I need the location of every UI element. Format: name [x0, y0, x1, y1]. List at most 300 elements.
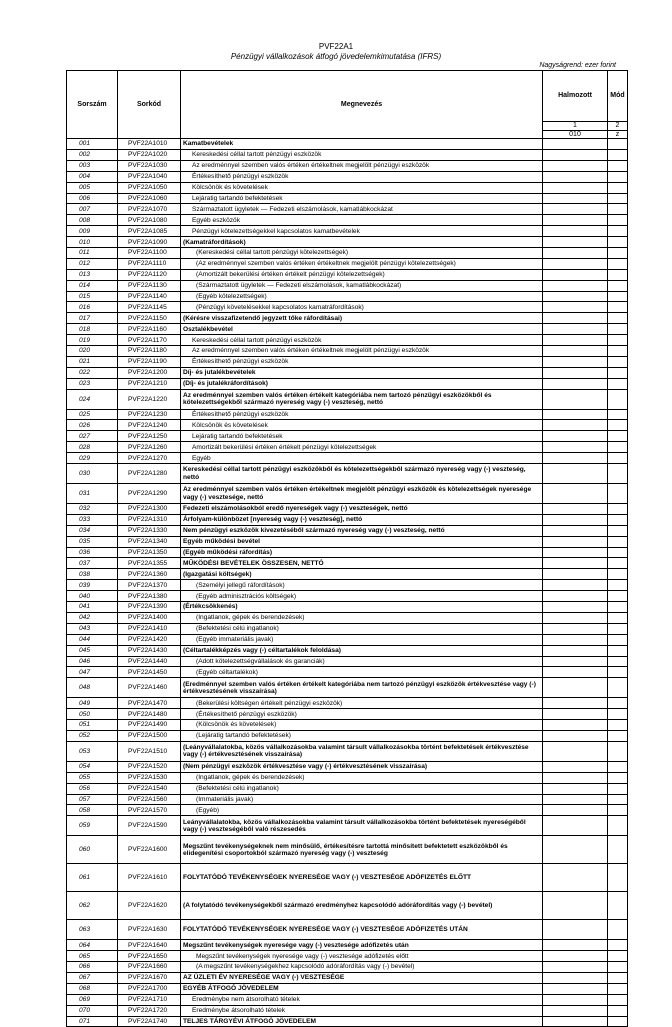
row-label: FOLYTATÓDÓ TEVÉKENYSÉGEK NYERESÉGE VAGY (-) VESZTESÉGE ADÓFIZETÉS UTÁN [181, 920, 543, 940]
mod-value-cell[interactable] [608, 678, 628, 698]
row-code: PVF22A1640 [118, 940, 181, 951]
row-number: 051 [67, 720, 118, 731]
table-row [67, 280, 628, 291]
row-code: PVF22A1220 [118, 389, 181, 409]
table-row [67, 409, 628, 420]
table-row [67, 920, 628, 940]
table-row [67, 591, 628, 602]
mod-value-cell[interactable] [608, 805, 628, 816]
halmozott-value-cell[interactable] [543, 645, 608, 656]
row-number: 009 [67, 226, 118, 237]
row-code: PVF22A1310 [118, 514, 181, 525]
row-label: Kölcsönök és követelések [181, 182, 543, 193]
halmozott-value-cell[interactable] [543, 346, 608, 357]
row-code: PVF22A1510 [118, 741, 181, 761]
row-code: PVF22A1650 [118, 951, 181, 962]
halmozott-value-cell[interactable] [543, 836, 608, 864]
row-number: 060 [67, 836, 118, 864]
halmozott-value-cell[interactable] [543, 730, 608, 741]
row-label: (A megszűnt tevékenységekhez kapcsolódó adóráfordítás vagy (-) bevétel) [181, 962, 543, 973]
row-number: 049 [67, 698, 118, 709]
mod-value-cell[interactable] [608, 324, 628, 335]
row-label: (Az eredménnyel szemben valós értéken értékeltnek megjelölt pénzügyi kötelezettségek) [181, 258, 543, 269]
mod-value-cell[interactable] [608, 378, 628, 389]
mod-value-cell[interactable] [608, 171, 628, 182]
halmozott-value-cell[interactable] [543, 761, 608, 772]
row-number: 001 [67, 139, 118, 150]
halmozott-value-cell[interactable] [543, 431, 608, 442]
halmozott-value-cell[interactable] [543, 983, 608, 994]
halmozott-value-cell[interactable] [543, 237, 608, 248]
mod-value-cell[interactable] [608, 730, 628, 741]
table-row [67, 864, 628, 892]
mod-value-cell[interactable] [608, 248, 628, 259]
halmozott-value-cell[interactable] [543, 720, 608, 731]
row-number: 066 [67, 962, 118, 973]
mod-value-cell[interactable] [608, 1005, 628, 1016]
halmozott-value-cell[interactable] [543, 139, 608, 150]
row-label: (Egyéb adminisztrációs költségek) [181, 591, 543, 602]
mod-value-cell[interactable] [608, 258, 628, 269]
col-header-sorszam: Sorszám [67, 71, 118, 139]
row-label: (Kamatráfordítások) [181, 237, 543, 248]
row-code: PVF22A1470 [118, 698, 181, 709]
row-label: EGYÉB ÁTFOGÓ JÖVEDELEM [181, 983, 543, 994]
halmozott-value-cell[interactable] [543, 193, 608, 204]
row-label: Származtatott ügyletek — Fedezeti elszámolások, kamatlábkockázat [181, 204, 543, 215]
table-row [67, 149, 628, 160]
row-code: PVF22A1050 [118, 182, 181, 193]
halmozott-value-cell[interactable] [543, 547, 608, 558]
row-label: Eredménybe nem átsorolható tételek [181, 994, 543, 1005]
row-label: (Leányvállalatokba, közös vállalkozásokba valamint társult vállalkozásokba történt befektetések értékvesztése vagy (-) értékvesztésének visszaírása) [181, 741, 543, 761]
row-number: 034 [67, 525, 118, 536]
mod-value-cell[interactable] [608, 431, 628, 442]
row-label: Az eredménnyel szemben valós értéken értékeltnek megjelölt pénzügyi eszközök [181, 346, 543, 357]
halmozott-value-cell[interactable] [543, 356, 608, 367]
row-number: 046 [67, 656, 118, 667]
halmozott-value-cell[interactable] [543, 160, 608, 171]
col-number-2: 2 [608, 122, 628, 131]
col-header-sorkod: Sorkód [118, 71, 181, 139]
row-number: 064 [67, 940, 118, 951]
mod-value-cell[interactable] [608, 291, 628, 302]
row-code: PVF22A1230 [118, 409, 181, 420]
mod-value-cell[interactable] [608, 215, 628, 226]
row-label: Egyéb [181, 453, 543, 464]
table-row [67, 226, 628, 237]
halmozott-value-cell[interactable] [543, 962, 608, 973]
table-row [67, 1005, 628, 1016]
halmozott-value-cell[interactable] [543, 972, 608, 983]
row-number: 058 [67, 805, 118, 816]
mod-value-cell[interactable] [608, 864, 628, 892]
mod-value-cell[interactable] [608, 558, 628, 569]
table-row [67, 420, 628, 431]
halmozott-value-cell[interactable] [543, 484, 608, 504]
row-label: (Céltartalékképzés vagy (-) céltartalékok feloldása) [181, 645, 543, 656]
mod-value-cell[interactable] [608, 698, 628, 709]
row-number: 006 [67, 193, 118, 204]
halmozott-value-cell[interactable] [543, 569, 608, 580]
table-row [67, 258, 628, 269]
mod-value-cell[interactable] [608, 335, 628, 346]
row-number: 012 [67, 258, 118, 269]
table-row [67, 367, 628, 378]
mod-value-cell[interactable] [608, 313, 628, 324]
row-label: Kereskedési céllal tartott pénzügyi eszközök [181, 149, 543, 160]
row-label: (Ingatlanok, gépek és berendezések) [181, 612, 543, 623]
row-number: 015 [67, 291, 118, 302]
halmozott-value-cell[interactable] [543, 335, 608, 346]
mod-value-cell[interactable] [608, 920, 628, 940]
row-code: PVF22A1520 [118, 761, 181, 772]
row-number: 043 [67, 623, 118, 634]
table-row [67, 356, 628, 367]
mod-value-cell[interactable] [608, 783, 628, 794]
table-row [67, 313, 628, 324]
halmozott-value-cell[interactable] [543, 525, 608, 536]
mod-value-cell[interactable] [608, 623, 628, 634]
row-number: 040 [67, 591, 118, 602]
row-number: 056 [67, 783, 118, 794]
table-row [67, 514, 628, 525]
row-code: PVF22A1170 [118, 335, 181, 346]
halmozott-value-cell[interactable] [543, 269, 608, 280]
halmozott-value-cell[interactable] [543, 783, 608, 794]
table-row [67, 204, 628, 215]
row-label: (Egyéb céltartalékok) [181, 667, 543, 678]
row-label: TELJES TÁRGYÉVI ÁTFOGÓ JÖVEDELEM [181, 1016, 543, 1027]
row-code: PVF22A1250 [118, 431, 181, 442]
row-code: PVF22A1240 [118, 420, 181, 431]
halmozott-value-cell[interactable] [543, 612, 608, 623]
row-label: Az eredménnyel szemben valós értéken értékeltnek megjelölt pénzügyi eszközök és kötelezettségek nyeresége vagy (-) vesztesége, nettó [181, 484, 543, 504]
mod-value-cell[interactable] [608, 389, 628, 409]
halmozott-value-cell[interactable] [543, 409, 608, 420]
table-row [67, 442, 628, 453]
halmozott-value-cell[interactable] [543, 215, 608, 226]
row-number: 028 [67, 442, 118, 453]
table-row [67, 558, 628, 569]
mod-value-cell[interactable] [608, 951, 628, 962]
halmozott-value-cell[interactable] [543, 591, 608, 602]
row-code: PVF22A1360 [118, 569, 181, 580]
halmozott-value-cell[interactable] [543, 667, 608, 678]
row-label: (Amortizált bekerülési értéken értékelt pénzügyi kötelezettségek) [181, 269, 543, 280]
table-row [67, 484, 628, 504]
halmozott-value-cell[interactable] [543, 698, 608, 709]
row-number: 037 [67, 558, 118, 569]
mod-value-cell[interactable] [608, 280, 628, 291]
row-code: PVF22A1060 [118, 193, 181, 204]
table-row [67, 324, 628, 335]
row-label: Osztalékbevétel [181, 324, 543, 335]
mod-value-cell[interactable] [608, 504, 628, 515]
table-row [67, 698, 628, 709]
mod-value-cell[interactable] [608, 367, 628, 378]
table-row [67, 569, 628, 580]
row-label: Leányvállalatokba, közös vállalkozásokba valamint társult vállalkozásokba történt befektetések nyereségéből vagy (-) veszteségéből való részesedés [181, 816, 543, 836]
row-number: 057 [67, 794, 118, 805]
mod-value-cell[interactable] [608, 667, 628, 678]
halmozott-value-cell[interactable] [543, 182, 608, 193]
row-number: 002 [67, 149, 118, 160]
row-label: (Kölcsönök és követelések) [181, 720, 543, 731]
halmozott-value-cell[interactable] [543, 324, 608, 335]
row-code: PVF22A1145 [118, 302, 181, 313]
row-number: 069 [67, 994, 118, 1005]
halmozott-value-cell[interactable] [543, 940, 608, 951]
row-label: (Díj- és jutalékráfordítások) [181, 378, 543, 389]
mod-value-cell[interactable] [608, 761, 628, 772]
row-label: (Befektetési célú ingatlanok) [181, 783, 543, 794]
row-label: (Egyéb kötelezettségek) [181, 291, 543, 302]
halmozott-value-cell[interactable] [543, 248, 608, 259]
halmozott-value-cell[interactable] [543, 504, 608, 515]
halmozott-value-cell[interactable] [543, 741, 608, 761]
col-header-mod: Mód [608, 71, 628, 122]
halmozott-value-cell[interactable] [543, 951, 608, 962]
mod-value-cell[interactable] [608, 442, 628, 453]
mod-value-cell[interactable] [608, 569, 628, 580]
mod-value-cell[interactable] [608, 237, 628, 248]
row-number: 045 [67, 645, 118, 656]
row-code: PVF22A1710 [118, 994, 181, 1005]
mod-value-cell[interactable] [608, 816, 628, 836]
halmozott-value-cell[interactable] [543, 623, 608, 634]
col-number-1: 1 [543, 122, 608, 131]
row-label: Megszűnt tevékenységeknek nem minősülő, értékesítésre tartottá minősített befektetett eszközökből és elidegenítési csoportokból származó nyereség vagy (-) veszteség [181, 836, 543, 864]
halmozott-value-cell[interactable] [543, 536, 608, 547]
mod-value-cell[interactable] [608, 591, 628, 602]
row-number: 014 [67, 280, 118, 291]
halmozott-value-cell[interactable] [543, 580, 608, 591]
row-label: Kereskedési céllal tartott pénzügyi eszközökből és kötelezettségekből származó nyereség vagy (-) veszteség, nettó [181, 464, 543, 484]
row-code: PVF22A1130 [118, 280, 181, 291]
table-row [67, 805, 628, 816]
halmozott-value-cell[interactable] [543, 602, 608, 613]
mod-value-cell[interactable] [608, 453, 628, 464]
halmozott-value-cell[interactable] [543, 420, 608, 431]
mod-value-cell[interactable] [608, 547, 628, 558]
row-number: 062 [67, 892, 118, 920]
unit-label: Nagyságrend: ezer forint [539, 62, 616, 69]
table-row [67, 389, 628, 409]
row-code: PVF22A1090 [118, 237, 181, 248]
row-number: 032 [67, 504, 118, 515]
mod-value-cell[interactable] [608, 226, 628, 237]
halmozott-value-cell[interactable] [543, 709, 608, 720]
mod-value-cell[interactable] [608, 536, 628, 547]
row-code: PVF22A1420 [118, 634, 181, 645]
halmozott-value-cell[interactable] [543, 378, 608, 389]
mod-value-cell[interactable] [608, 634, 628, 645]
table-row [67, 431, 628, 442]
mod-value-cell[interactable] [608, 409, 628, 420]
row-number: 061 [67, 864, 118, 892]
row-code: PVF22A1460 [118, 678, 181, 698]
halmozott-value-cell[interactable] [543, 1016, 608, 1027]
mod-value-cell[interactable] [608, 149, 628, 160]
halmozott-value-cell[interactable] [543, 772, 608, 783]
row-number: 004 [67, 171, 118, 182]
table-row [67, 237, 628, 248]
table-row [67, 634, 628, 645]
mod-value-cell[interactable] [608, 612, 628, 623]
mod-value-cell[interactable] [608, 741, 628, 761]
mod-value-cell[interactable] [608, 720, 628, 731]
halmozott-value-cell[interactable] [543, 464, 608, 484]
table-row [67, 667, 628, 678]
row-label: (Eredménnyel szemben valós értéken értékelt kategóriába nem tartozó pénzügyi eszközök értékvesztése vagy (-) értékvesztésének visszaírása) [181, 678, 543, 698]
halmozott-value-cell[interactable] [543, 514, 608, 525]
row-code: PVF22A1070 [118, 204, 181, 215]
table-row [67, 602, 628, 613]
mod-value-cell[interactable] [608, 892, 628, 920]
halmozott-value-cell[interactable] [543, 171, 608, 182]
row-code: PVF22A1540 [118, 783, 181, 794]
row-number: 047 [67, 667, 118, 678]
row-code: PVF22A1190 [118, 356, 181, 367]
mod-value-cell[interactable] [608, 525, 628, 536]
row-label: (Adott kötelezettségvállalások és garanciák) [181, 656, 543, 667]
halmozott-value-cell[interactable] [543, 794, 608, 805]
row-code: PVF22A1560 [118, 794, 181, 805]
halmozott-value-cell[interactable] [543, 302, 608, 313]
mod-value-cell[interactable] [608, 602, 628, 613]
row-number: 010 [67, 237, 118, 248]
table-row [67, 536, 628, 547]
row-label: (Bekerülési költségen értékelt pénzügyi eszközök) [181, 698, 543, 709]
table-row [67, 453, 628, 464]
halmozott-value-cell[interactable] [543, 920, 608, 940]
halmozott-value-cell[interactable] [543, 805, 608, 816]
mod-value-cell[interactable] [608, 709, 628, 720]
halmozott-value-cell[interactable] [543, 678, 608, 698]
halmozott-value-cell[interactable] [543, 291, 608, 302]
row-label: Kereskedési céllal tartott pénzügyi eszközök [181, 335, 543, 346]
row-number: 013 [67, 269, 118, 280]
mod-value-cell[interactable] [608, 193, 628, 204]
mod-value-cell[interactable] [608, 514, 628, 525]
row-label: (Pénzügyi követelésekkel kapcsolatos kamatráfordítások) [181, 302, 543, 313]
mod-value-cell[interactable] [608, 645, 628, 656]
row-code: PVF22A1270 [118, 453, 181, 464]
table-row [67, 656, 628, 667]
mod-value-cell[interactable] [608, 836, 628, 864]
row-label: Pénzügyi kötelezettségekkel kapcsolatos kamatbevételek [181, 226, 543, 237]
mod-value-cell[interactable] [608, 356, 628, 367]
halmozott-value-cell[interactable] [543, 453, 608, 464]
halmozott-value-cell[interactable] [543, 892, 608, 920]
mod-value-cell[interactable] [608, 1016, 628, 1027]
row-number: 054 [67, 761, 118, 772]
row-number: 008 [67, 215, 118, 226]
row-number: 024 [67, 389, 118, 409]
row-number: 059 [67, 816, 118, 836]
halmozott-value-cell[interactable] [543, 634, 608, 645]
table-row [67, 761, 628, 772]
mod-value-cell[interactable] [608, 139, 628, 150]
row-code: PVF22A1340 [118, 536, 181, 547]
row-label: Az eredménnyel szemben valós értéken értékeltnek megjelölt pénzügyi eszközök [181, 160, 543, 171]
halmozott-value-cell[interactable] [543, 442, 608, 453]
table-row [67, 525, 628, 536]
halmozott-value-cell[interactable] [543, 1005, 608, 1016]
table-row [67, 940, 628, 951]
table-row [67, 892, 628, 920]
mod-value-cell[interactable] [608, 962, 628, 973]
halmozott-value-cell[interactable] [543, 389, 608, 409]
table-row [67, 678, 628, 698]
mod-value-cell[interactable] [608, 972, 628, 983]
table-row [67, 972, 628, 983]
halmozott-value-cell[interactable] [543, 204, 608, 215]
mod-value-cell[interactable] [608, 420, 628, 431]
table-row [67, 1016, 628, 1027]
halmozott-value-cell[interactable] [543, 280, 608, 291]
table-row [67, 772, 628, 783]
mod-value-cell[interactable] [608, 269, 628, 280]
halmozott-value-cell[interactable] [543, 313, 608, 324]
mod-value-cell[interactable] [608, 160, 628, 171]
row-label: (Igazgatási költségek) [181, 569, 543, 580]
halmozott-value-cell[interactable] [543, 656, 608, 667]
halmozott-value-cell[interactable] [543, 864, 608, 892]
table-row [67, 720, 628, 731]
row-label: (Egyéb) [181, 805, 543, 816]
halmozott-value-cell[interactable] [543, 367, 608, 378]
row-code: PVF22A1260 [118, 442, 181, 453]
mod-value-cell[interactable] [608, 940, 628, 951]
row-number: 031 [67, 484, 118, 504]
mod-value-cell[interactable] [608, 346, 628, 357]
row-number: 067 [67, 972, 118, 983]
table-body [67, 139, 628, 1027]
mod-value-cell[interactable] [608, 182, 628, 193]
mod-value-cell[interactable] [608, 580, 628, 591]
row-label: (Egyéb immateriális javak) [181, 634, 543, 645]
table-row [67, 547, 628, 558]
table-row [67, 248, 628, 259]
row-code: PVF22A1280 [118, 464, 181, 484]
halmozott-value-cell[interactable] [543, 226, 608, 237]
row-code: PVF22A1390 [118, 602, 181, 613]
mod-value-cell[interactable] [608, 983, 628, 994]
mod-value-cell[interactable] [608, 302, 628, 313]
mod-value-cell[interactable] [608, 772, 628, 783]
row-number: 041 [67, 602, 118, 613]
row-number: 007 [67, 204, 118, 215]
halmozott-value-cell[interactable] [543, 816, 608, 836]
mod-value-cell[interactable] [608, 794, 628, 805]
row-number: 019 [67, 335, 118, 346]
halmozott-value-cell[interactable] [543, 258, 608, 269]
row-number: 065 [67, 951, 118, 962]
row-label: Fedezeti elszámolásokból eredő nyereségek vagy (-) veszteségek, nettó [181, 504, 543, 515]
mod-value-cell[interactable] [608, 204, 628, 215]
halmozott-value-cell[interactable] [543, 149, 608, 160]
mod-value-cell[interactable] [608, 484, 628, 504]
row-label: Lejáratig tartandó befektetések [181, 431, 543, 442]
mod-value-cell[interactable] [608, 656, 628, 667]
mod-value-cell[interactable] [608, 464, 628, 484]
row-code: PVF22A1410 [118, 623, 181, 634]
row-number: 052 [67, 730, 118, 741]
halmozott-value-cell[interactable] [543, 558, 608, 569]
row-number: 048 [67, 678, 118, 698]
